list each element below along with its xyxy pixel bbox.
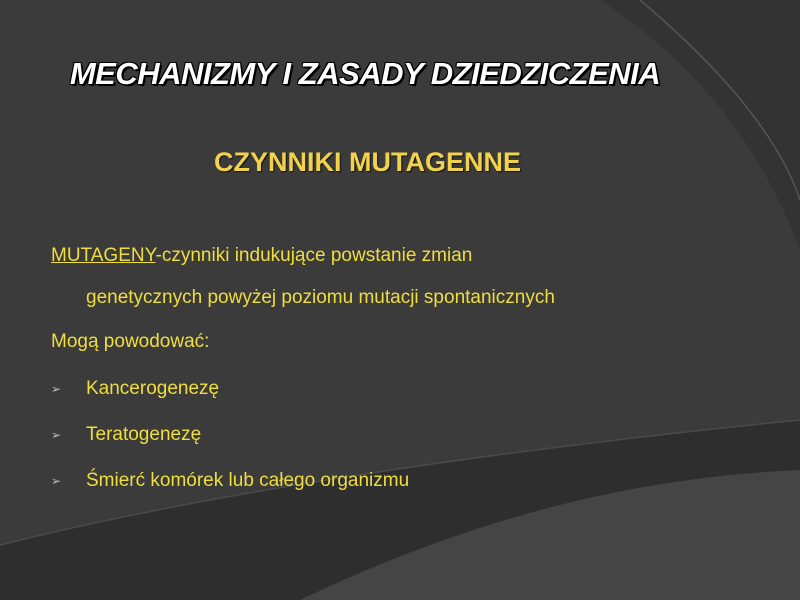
intro-text: Mogą powodować:	[51, 331, 210, 352]
definition-term: MUTAGENY	[51, 245, 156, 266]
slide-subtitle: CZYNNIKI MUTAGENNE	[214, 147, 521, 177]
bullet-item	[51, 412, 751, 458]
definition-line-2: genetycznych powyżej poziomu mutacji spontanicznych	[86, 287, 555, 308]
definition-text: -czynniki indukujące powstanie zmian	[155, 245, 473, 266]
bullet-text: Kancerogenezę	[86, 378, 220, 399]
arrow-bullet-icon: ➢	[51, 474, 62, 488]
bullet-item	[51, 458, 751, 504]
arrow-bullet-icon: ➢	[51, 428, 62, 442]
slide-body	[51, 236, 751, 504]
slide-title: MECHANIZMY I ZASADY DZIEDZICZENIA	[69, 56, 661, 91]
bullet-text: Teratogenezę	[86, 424, 202, 445]
arrow-bullet-icon: ➢	[51, 382, 62, 396]
definition-line-1	[51, 236, 751, 280]
bullet-text: Śmierć komórek lub całego organizmu	[86, 470, 410, 491]
bullet-item	[51, 366, 751, 412]
